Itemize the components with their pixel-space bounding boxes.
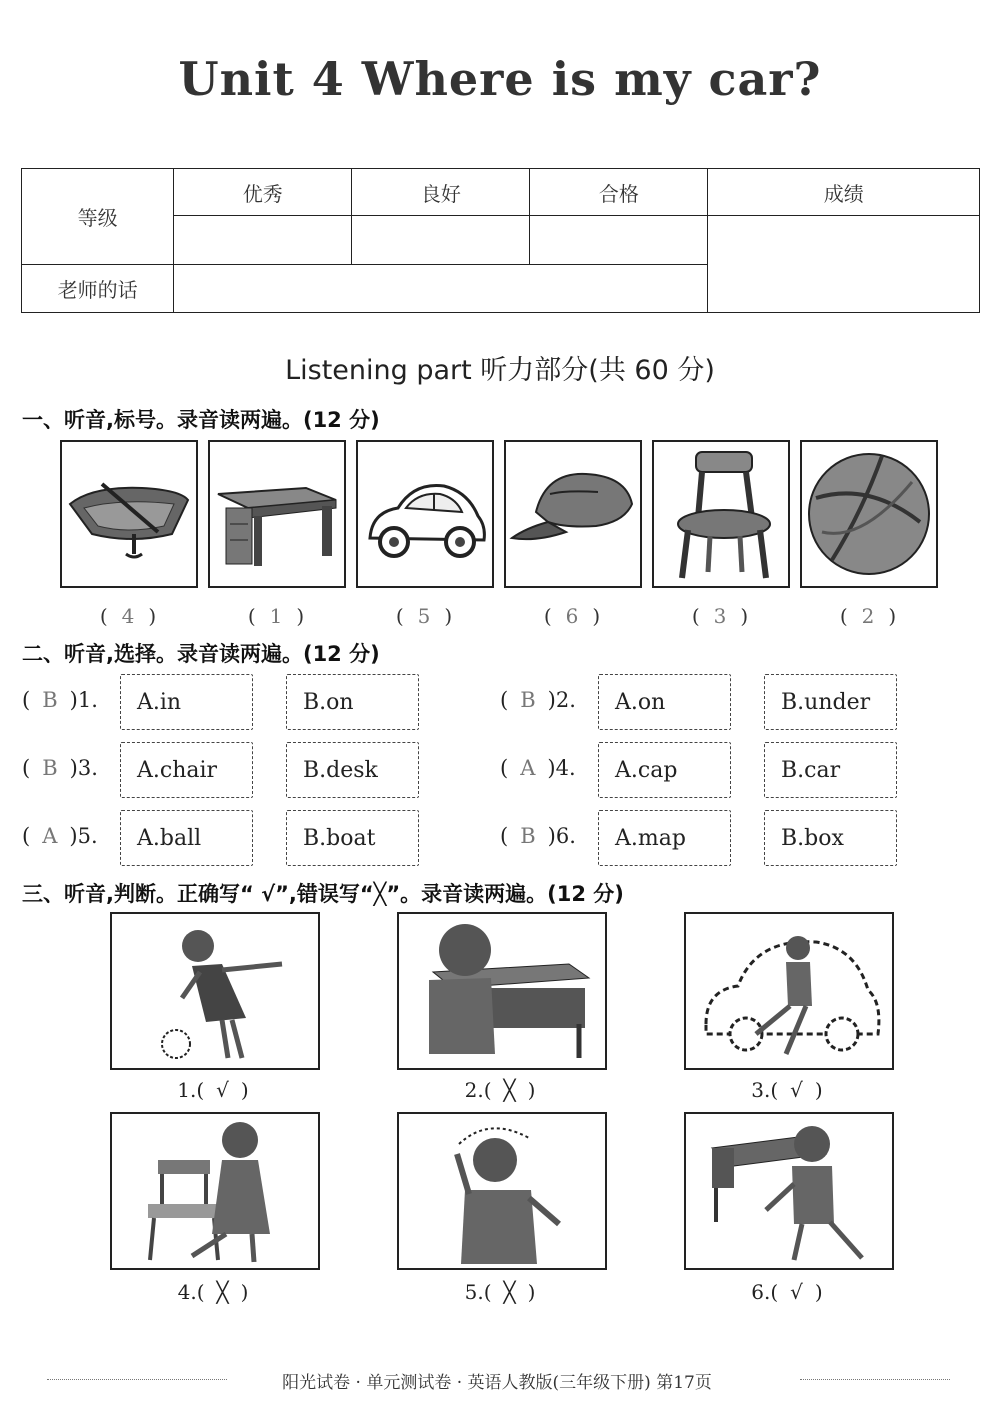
s2-q4-option-a[interactable]: A.cap (598, 742, 731, 798)
grade-label: 等级 (22, 169, 174, 265)
s1-answer-1[interactable]: ( 4 ) (99, 604, 157, 628)
s2-q2-label[interactable]: ( B )2. (500, 688, 576, 712)
s3-answer-6[interactable]: 6.( √ ) (751, 1280, 823, 1304)
boy-desk-icon (399, 914, 605, 1068)
boy-car-icon (686, 914, 892, 1068)
level-pass: 合格 (530, 169, 708, 216)
teacher-comment-label: 老师的话 (22, 265, 174, 313)
chair-picture (652, 440, 790, 588)
s2-q5-option-b[interactable]: B.boat (286, 810, 419, 866)
section3-heading: 三、听音,判断。正确写“ √”,错误写“╳”。录音读两遍。(12 分) (22, 882, 624, 906)
desk-picture (208, 440, 346, 588)
cap-icon (506, 442, 640, 586)
s2-q4-label[interactable]: ( A )4. (500, 756, 576, 780)
s2-q3-label[interactable]: ( B )3. (22, 756, 98, 780)
s1-answer-4[interactable]: ( 6 ) (543, 604, 601, 628)
boy-cap-icon (399, 1114, 605, 1268)
page-footer: 阳光试卷 · 单元测试卷 · 英语人教版(三年级下册) 第17页 (282, 1373, 712, 1393)
s1-answer-2[interactable]: ( 1 ) (247, 604, 305, 628)
boat-picture (60, 440, 198, 588)
judge-picture-1 (110, 912, 320, 1070)
s3-answer-2[interactable]: 2.( ╳ ) (464, 1078, 536, 1102)
desk-icon (210, 442, 344, 586)
ball-icon (802, 442, 936, 586)
s3-answer-4[interactable]: 4.( ╳ ) (177, 1280, 249, 1304)
boat-icon (62, 442, 196, 586)
s1-answer-5[interactable]: ( 3 ) (691, 604, 749, 628)
girl-ball-icon (112, 914, 318, 1068)
ball-picture (800, 440, 938, 588)
judge-picture-4 (110, 1112, 320, 1270)
s1-answer-3[interactable]: ( 5 ) (395, 604, 453, 628)
section2-heading: 二、听音,选择。录音读两遍。(12 分) (22, 642, 380, 666)
car-icon (358, 442, 492, 586)
boy-under-desk-icon (686, 1114, 892, 1268)
level-good: 良好 (352, 169, 530, 216)
girl-chair-icon (112, 1114, 318, 1268)
s3-answer-3[interactable]: 3.( √ ) (751, 1078, 823, 1102)
judge-picture-3 (684, 912, 894, 1070)
level-excellent: 优秀 (174, 169, 352, 216)
judge-picture-6 (684, 1112, 894, 1270)
score-label: 成绩 (708, 169, 980, 216)
s2-q6-option-b[interactable]: B.box (764, 810, 897, 866)
listening-heading: Listening part 听力部分(共 60 分) (285, 355, 715, 386)
s2-q2-option-a[interactable]: A.on (598, 674, 731, 730)
excellent-cell[interactable] (174, 216, 352, 265)
s2-q4-option-b[interactable]: B.car (764, 742, 897, 798)
s2-q3-option-a[interactable]: A.chair (120, 742, 253, 798)
page-title: Unit 4 Where is my car? (178, 52, 822, 106)
grade-table (21, 168, 980, 313)
car-picture (356, 440, 494, 588)
s2-q1-label[interactable]: ( B )1. (22, 688, 98, 712)
section1-heading: 一、听音,标号。录音读两遍。(12 分) (22, 408, 380, 432)
cap-picture (504, 440, 642, 588)
s3-answer-1[interactable]: 1.( √ ) (177, 1078, 249, 1102)
s2-q3-option-b[interactable]: B.desk (286, 742, 419, 798)
s2-q5-option-a[interactable]: A.ball (120, 810, 253, 866)
s3-answer-5[interactable]: 5.( ╳ ) (464, 1280, 536, 1304)
s2-q1-option-a[interactable]: A.in (120, 674, 253, 730)
good-cell[interactable] (352, 216, 530, 265)
s2-q2-option-b[interactable]: B.under (764, 674, 897, 730)
score-cell[interactable] (708, 216, 980, 313)
s2-q6-label[interactable]: ( B )6. (500, 824, 576, 848)
teacher-comment-cell[interactable] (174, 265, 708, 313)
chair-icon (654, 442, 788, 586)
judge-picture-5 (397, 1112, 607, 1270)
pass-cell[interactable] (530, 216, 708, 265)
judge-picture-2 (397, 912, 607, 1070)
s2-q1-option-b[interactable]: B.on (286, 674, 419, 730)
s2-q5-label[interactable]: ( A )5. (22, 824, 98, 848)
s1-answer-6[interactable]: ( 2 ) (839, 604, 897, 628)
s2-q6-option-a[interactable]: A.map (598, 810, 731, 866)
